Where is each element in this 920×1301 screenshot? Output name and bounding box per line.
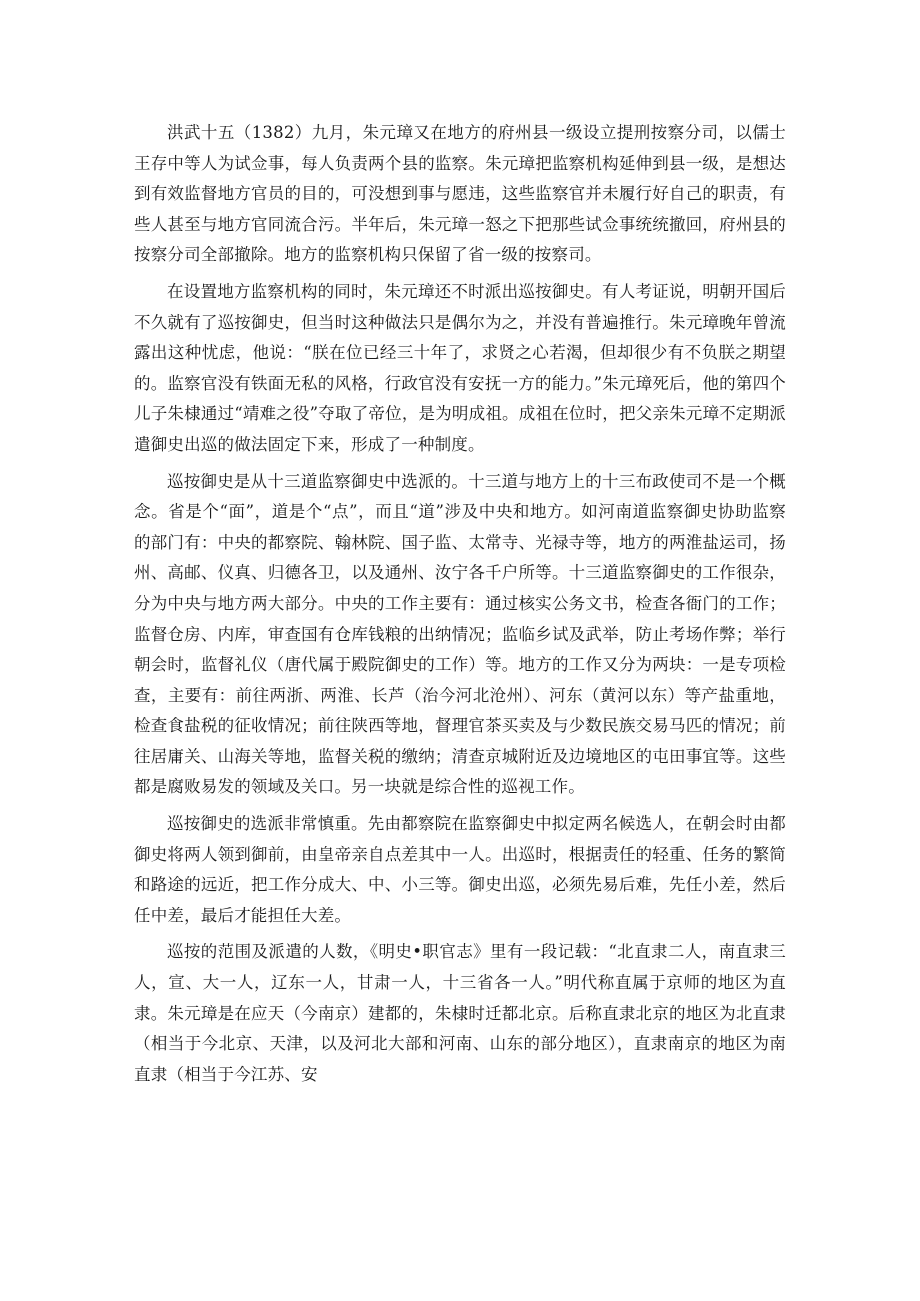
document-page — [134, 118, 786, 1090]
paragraph-1: 洪武十五（1382）九月，朱元璋又在地方的府州县一级设立提刑按察分司，以儒士王存中等人为试佥事，每人负责两个县的监察。朱元璋把监察机构延伸到县一级，是想达到有效监督地方官员的目的，可没想到事与愿违，这些监察官并未履行好自己的职责，有些人甚至与地方官同流合污。半年后，朱元璋一怒之下把那些试佥事统统撤回，府州县的按察分司全部撤除。地方的监察机构只保留了省一级的按察司。 — [134, 123, 786, 265]
paragraph-4: 巡按御史的选派非常慎重。先由都察院在监察御史中拟定两名候选人，在朝会时由都御史将两人领到御前，由皇帝亲自点差其中一人。出巡时，根据责任的轻重、任务的繁简和路途的远近，把工作分成大、中、小三等。御史出巡，必须先易后难，先任小差，然后任中差，最后才能担任大差。 — [134, 814, 786, 925]
paragraph-3: 巡按御史是从十三道监察御史中选派的。十三道与地方上的十三布政使司不是一个概念。省是个“面”，道是个“点”，而且“道”涉及中央和地方。如河南道监察御史协助监察的部门有：中央的都察院、翰林院、国子监、太常寺、光禄寺等，地方的两淮盐运司，扬州、高邮、仪真、归德各卫，以及通州、汝宁各千户所等。十三道监察御史的工作很杂，分为中央与地方两大部分。中央的工作主要有：通过核实公务文书，检查各衙门的工作；监督仓房、内库，审查国有仓库钱粮的出纳情况；监临乡试及武举，防止考场作弊；举行朝会时，监督礼仪（唐代属于殿院御史的工作）等。地方的工作又分为两块：一是专项检查，主要有：前往两浙、两淮、长芦（治今河北沧州）、河东（黄河以东）等产盐重地，检查食盐税的征收情况；前往陕西等地，督理官茶买卖及与少数民族交易马匹的情况；前往居庸关、山海关等地，监督关税的缴纳；清查京城附近及边境地区的屯田事宜等。这些都是腐败易发的领域及关口。另一块就是综合性的巡视工作。 — [134, 471, 786, 797]
paragraph-5: 巡按的范围及派遣的人数，《明史•职官志》里有一段记载：“北直隶二人，南直隶三人，宣、大一人，辽东一人，甘肃一人，十三省各一人。”明代称直属于京师的地区为直隶。朱元璋是在应天（今南京）建都的，朱棣时迁都北京。后称直隶北京的地区为北直隶（相当于今北京、天津，以及河北大部和河南、山东的部分地区），直隶南京的地区为南直隶（相当于今江苏、安 — [134, 942, 786, 1084]
paragraph-2: 在设置地方监察机构的同时，朱元璋还不时派出巡按御史。有人考证说，明朝开国后不久就有了巡按御史，但当时这种做法只是偶尔为之，并没有普遍推行。朱元璋晚年曾流露出这种忧虑，他说：“朕在位已经三十年了，求贤之心若渴，但却很少有不负朕之期望的。监察官没有铁面无私的风格，行政官没有安抚一方的能力。”朱元璋死后，他的第四个儿子朱棣通过“靖难之役”夺取了帝位，是为明成祖。成祖在位时，把父亲朱元璋不定期派遣御史出巡的做法固定下来，形成了一种制度。 — [134, 281, 786, 454]
